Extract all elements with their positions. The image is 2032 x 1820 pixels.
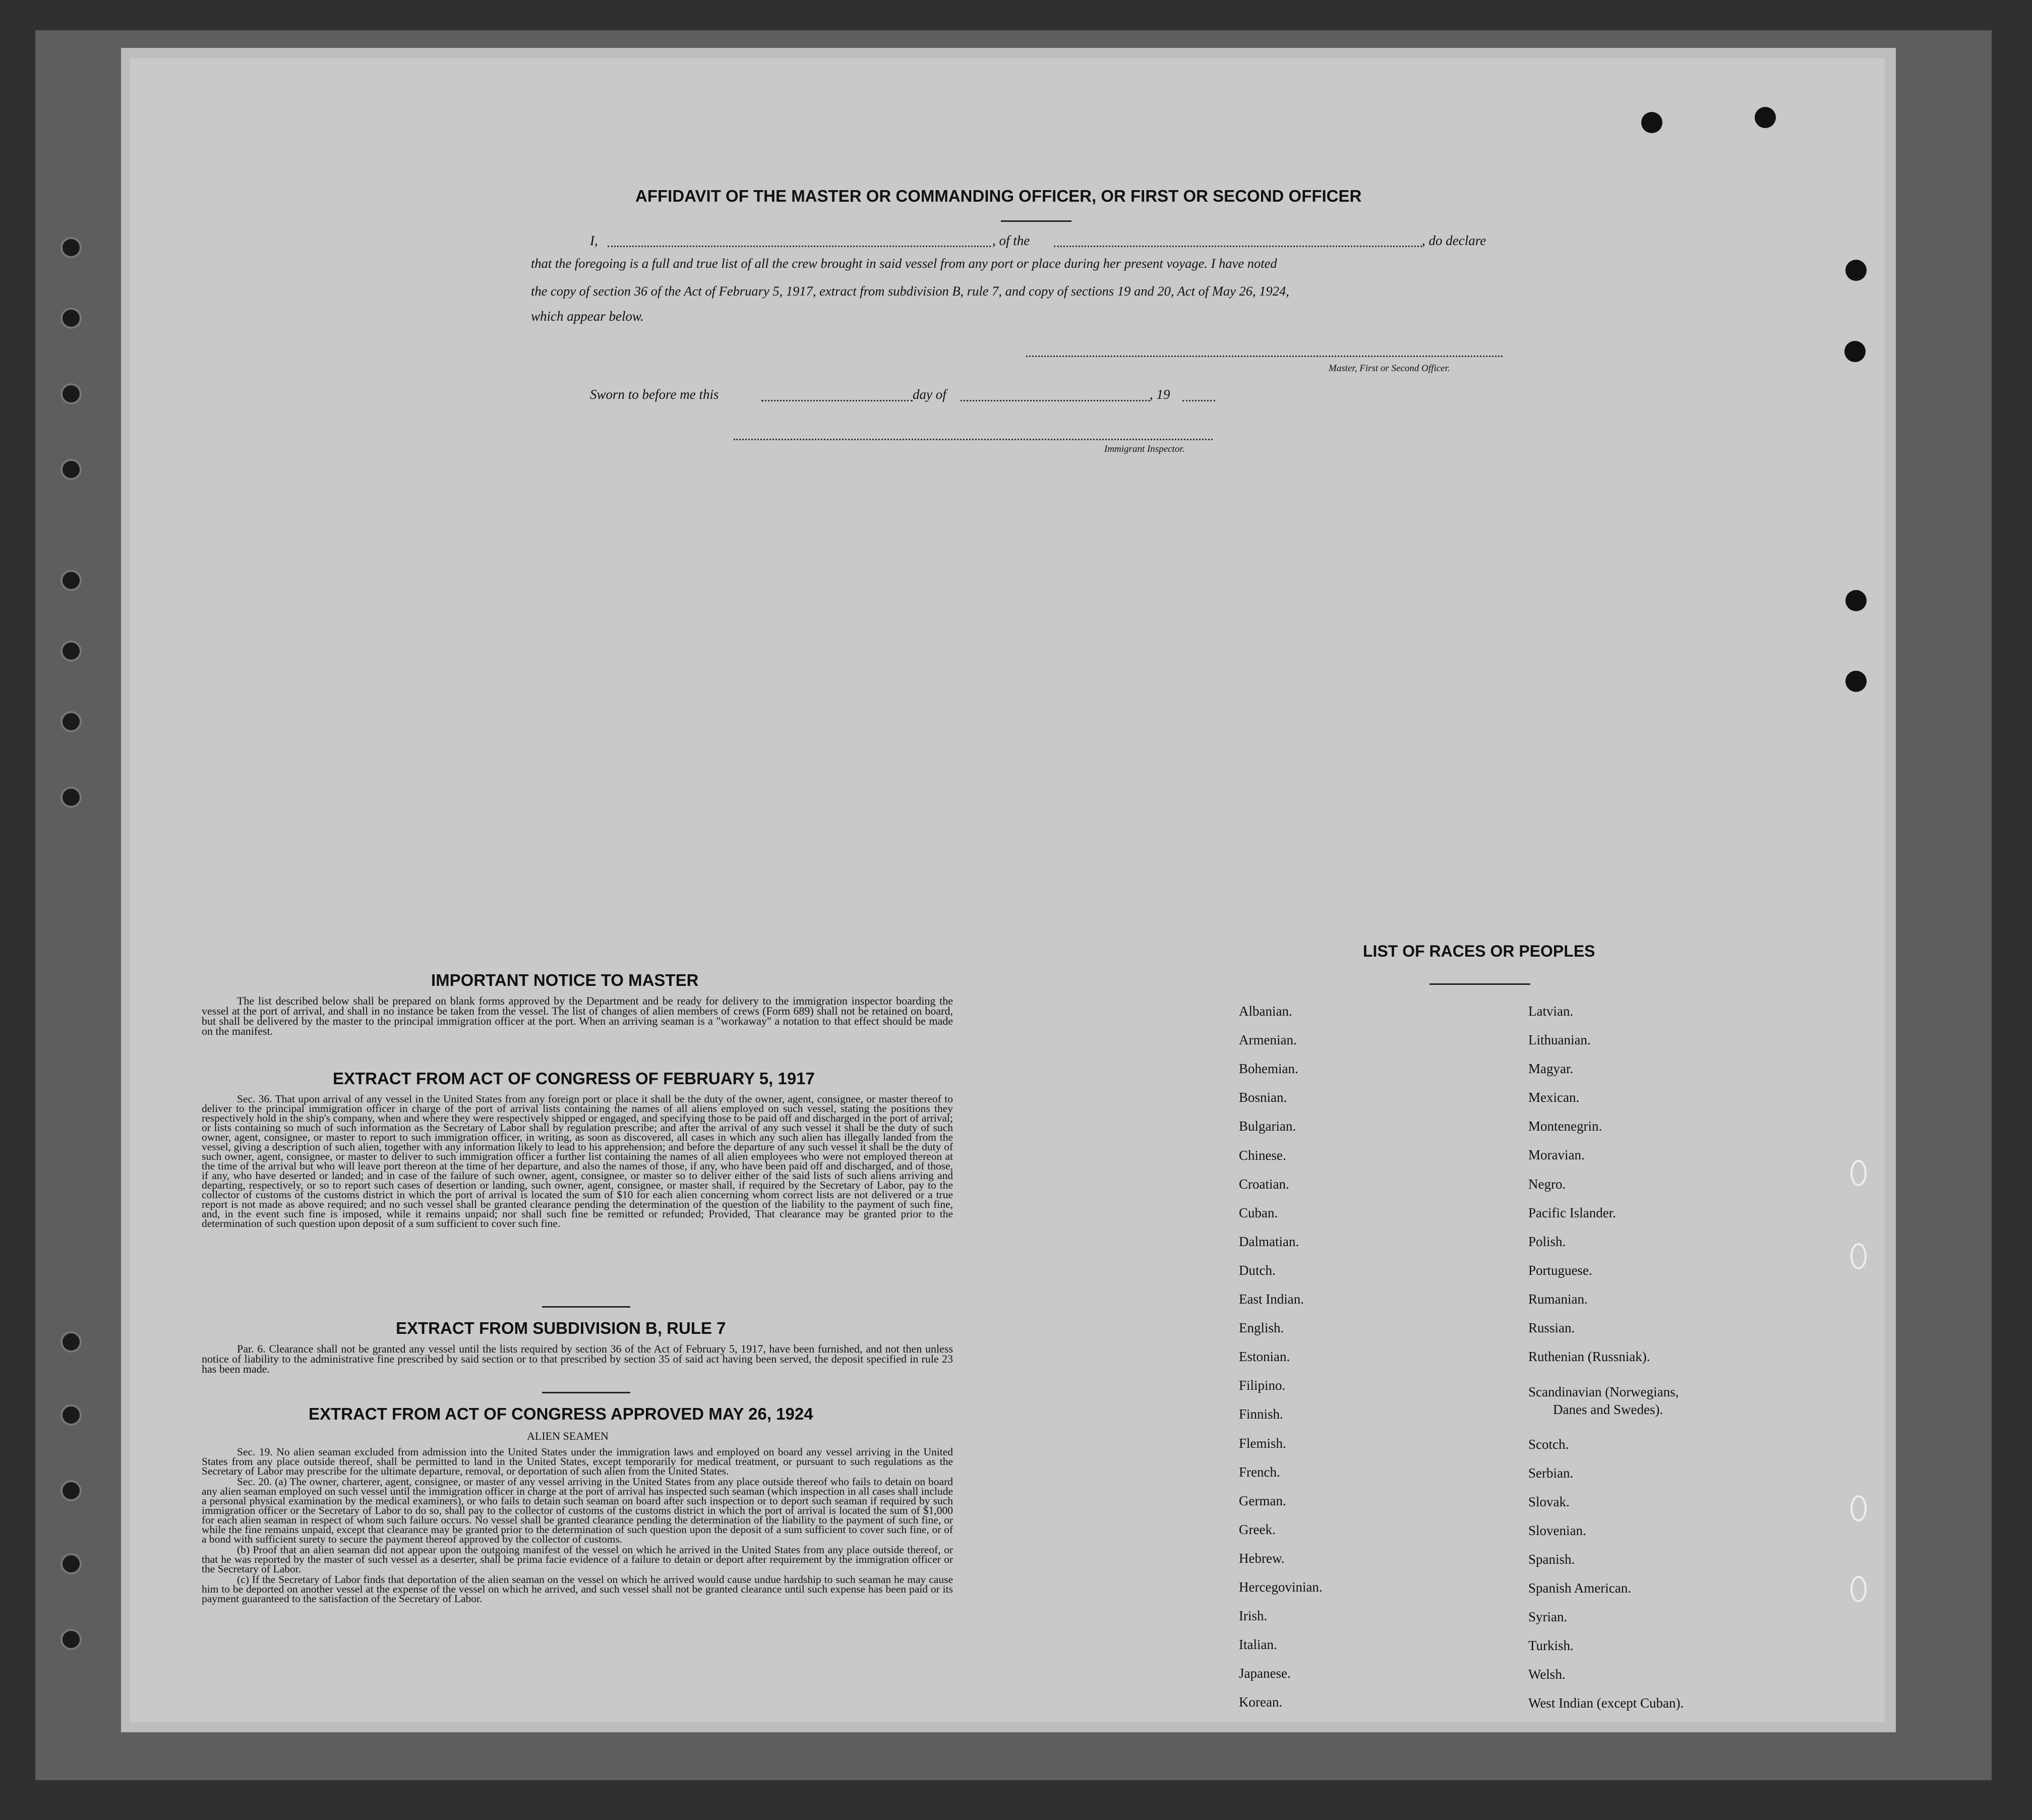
race-item: Spanish. [1528,1552,1575,1567]
bleed-through-text [434,121,439,145]
binder-rivet [61,640,82,662]
race-item: Portuguese. [1528,1263,1592,1278]
race-item: Scotch. [1528,1437,1569,1452]
race-item: Serbian. [1528,1465,1574,1481]
punch-hole [1845,590,1867,611]
race-item: Filipino. [1239,1378,1286,1393]
race-item: Lithuanian. [1528,1032,1591,1047]
binder-rivet [61,1553,82,1574]
master-signature-line[interactable] [1026,356,1503,357]
race-item: Slovak. [1528,1494,1570,1509]
notice-title: IMPORTANT NOTICE TO MASTER [431,971,699,989]
extract-1924-body [202,1447,953,1605]
race-item: Korean. [1239,1694,1283,1710]
race-item: Magyar. [1528,1061,1574,1076]
race-item: Bosnian. [1239,1090,1287,1105]
section-rule [542,1392,630,1393]
extract-1917-body: Sec. 36. That upon arrival of any vessel in the United States from any foreign port or place it shall be the duty of the owner, agent, consignee, or master thereof to deliver to the principal immigration officer in charge of the port of arrival lists containing the names of all aliens employed on such vessel, stating the positions they respectively hold in the ship's company, when and where they were respectively shipped or engaged, and specifying those to be paid off and discharged in the port of arrival; or lists containing so much of such information as the Secretary of Labor shall by regulation prescribe; and after the arrival of any such vessel it shall be the duty of such owner, agent, consignee, or master to report to such immigration officer, in writing, as soon as discovered, all cases in which any such alien has illegally landed from the vessel, giving a description of such alien, together with any information likely to lead to his apprehension; and before the departure of any such vessel it shall be the duty of such owner, agent, consignee, or master to deliver to such immigration officer a further list containing the names of all alien employees who were not employed thereon at the time of the arrival but who will leave port thereon at the time of her departure, and also the names of those, if any, who have been paid off and discharged, and of those, if any, who have deserted or landed; and in case of the failure of such owner, agent, consignee, or master so to deliver either of the said lists of such aliens arriving and departing, respectively, or so to report such cases of desertion or landing, such owner, agent, consignee, or master shall, if required by the Secretary of Labor, pay to the collector of customs of the customs district in which the port of arrival is located the sum of $10 for each alien concerning whom correct lists are not delivered or a true report is not made as above required; and no such vessel shall be granted clearance pending the determination of the question of the liability to the payment of such fine, and, in the event such fine is imposed, while it remains unpaid; nor shall such fine be remitted or refunded; Provided, That clearance may be granted prior to the determination of such question upon deposit of a sum sufficient to cover such fine. [202,1093,953,1229]
race-item: West Indian (except Cuban). [1528,1695,1684,1711]
binder-rivet [61,459,82,480]
race-item: Welsh. [1528,1667,1566,1682]
affidavit-body-line2: that the foregoing is a full and true list of all the crew brought in said vessel from any port or place during her present voyage. I have noted [531,256,1277,271]
race-item: Albanian. [1239,1004,1292,1019]
race-item: French. [1239,1464,1280,1480]
race-item: Slovenian. [1528,1523,1586,1538]
races-rule [1429,983,1530,985]
race-item: Greek. [1239,1521,1276,1537]
race-item: Dalmatian. [1239,1234,1299,1249]
affidavit-title: AFFIDAVIT OF THE MASTER OR COMMANDING OFFICER, OR FIRST OR SECOND OFFICER [635,187,1362,205]
binder-ring [1850,1243,1867,1269]
punch-hole [1845,671,1867,692]
inspector-signature-line[interactable] [734,439,1213,440]
race-item: Hercegovinian. [1239,1579,1323,1595]
binder-rivet [61,711,82,732]
race-item: Irish. [1239,1608,1268,1624]
title-rule [1001,220,1071,222]
affidavit-do-declare: , do declare [1422,233,1486,248]
race-item: Polish. [1528,1234,1566,1249]
race-item: Pacific Islander. [1528,1205,1616,1220]
race-item: Scandinavian (Norwegians, [1528,1384,1679,1399]
race-item: English. [1239,1320,1284,1336]
race-item: Russian. [1528,1320,1575,1335]
binder-rivet [61,1404,82,1426]
extract-rule7-title: EXTRACT FROM SUBDIVISION B, RULE 7 [396,1319,726,1337]
race-item: Finnish. [1239,1406,1283,1422]
affidavit-i-label: I, [590,233,598,248]
punch-hole [1641,112,1662,133]
binder-rivet [61,237,82,258]
notice-body: The list described below shall be prepared on blank forms approved by the Department and be ready for delivery to the immigration inspector boarding the vessel at the port of arrival, and shall in no instance be taken from the vessel. The list of changes of alien members of crews (Form 689) shall not be retained on board, but shall be delivered by the master to the principal immigration officer at the port. When an arriving seaman is a "workaway" a notation to that effect should be made on the manifest. [202,994,953,1037]
punch-hole [1845,260,1867,281]
binder-ring [1850,1160,1867,1186]
race-item: Syrian. [1528,1609,1568,1624]
race-item: Italian. [1239,1637,1277,1653]
race-item: Dutch. [1239,1262,1276,1278]
binder-rivet [61,1629,82,1650]
race-item: Japanese. [1239,1666,1291,1681]
race-item: Montenegrin. [1528,1119,1602,1134]
race-item: Estonian. [1239,1349,1290,1365]
affidavit-of-the: , of the [992,233,1030,248]
binder-rivet [61,570,82,591]
race-item: Bohemian. [1239,1061,1298,1077]
sec19-text: Sec. 19. No alien seaman excluded from admission into the United States under the immigration laws and employed on board any vessel arriving in the United States from any place outside thereof, shall be permitted to land in the United States, except temporarily for medical treatment, or pursuant to such regulations as the Secretary of Labor may prescribe for the ultimate departure, removal, or deportation of such alien from the United States. [202,1446,953,1477]
race-item: Hebrew. [1239,1550,1285,1566]
race-item: Ruthenian (Russniak). [1528,1349,1650,1364]
sworn-day-blank[interactable] [761,400,913,401]
punch-hole [1755,107,1776,128]
extract-1924-title: EXTRACT FROM ACT OF CONGRESS APPROVED MAY 26, 1924 [309,1404,813,1423]
section-rule [542,1306,630,1308]
race-item: Croatian. [1239,1176,1289,1192]
extract-rule7-body: Par. 6. Clearance shall not be granted any vessel until the lists required by section 36 of the Act of February 5, 1917, have been furnished, and not then unless notice of liability to the administrative fine prescribed by said section or to that prescribed by section 35 of said act having been served, the deposit specified in rule 23 has been made. [202,1342,953,1375]
races-title: LIST OF RACES OR PEOPLES [1363,942,1595,960]
binder-rivet [61,308,82,329]
extract-1924-subtitle: ALIEN SEAMEN [527,1430,609,1442]
inspector-caption: Immigrant Inspector. [1104,444,1185,454]
sec20c-text: (c) If the Secretary of Labor finds that deportation of the alien seaman on the vessel on which he arrived would cause undue hardship to such seaman he may cause him to be deported on another vessel at the expense of the vessel on which he arrived, and such vessel shall not be granted clearance until such expense has been paid or its payment guaranteed to the satisfaction of the Secretary of Labor. [202,1573,953,1605]
race-item: Moravian. [1528,1147,1585,1162]
sworn-label: Sworn to before me this [590,387,719,402]
race-item: Danes and Swedes). [1553,1402,1663,1417]
sworn-month-blank[interactable] [961,400,1150,401]
race-item: Armenian. [1239,1032,1297,1048]
sec20b-text: (b) Proof that an alien seaman did not appear upon the outgoing manifest of the vessel on which he arrived in the United States from any place outside thereof, or that he was reported by the master of such vessel as a deserter, shall be prima facie evidence of a failure to detain or deport after requirement by the immigration officer or the Secretary of Labor. [202,1544,953,1575]
extract-1917-title: EXTRACT FROM ACT OF CONGRESS OF FEBRUARY 5, 1917 [333,1069,815,1088]
sec20a-text: Sec. 20. (a) The owner, charterer, agent, consignee, or master of any vessel arriving in the United States from any place outside thereof who fails to detain on board any alien seaman employed on such vessel until the immigration officer in charge at the port of arrival has inspected such seaman (which inspection in all cases shall include a personal physical examination by the medical examiners), or who fails to detain such seaman on board after such inspection or to deport such seaman if required by such immigration officer or the Secretary of Labor to do so, shall pay to the collector of customs of the customs district in which the port of arrival is located the sum of $1,000 for each alien seaman in respect of whom such failure occurs. No vessel shall be granted clearance pending the determination of the liability to the payment of such fine, or while the fine remains unpaid, except that clearance may be granted prior to the determination of such question upon the deposit of a sum sufficient to cover such fine, or of a bond with sufficient surety to secure the payment thereof approved by the collector of customs. [202,1476,953,1545]
binder-rivet [61,1331,82,1353]
race-item: Bulgarian. [1239,1119,1296,1134]
binder-ring [1850,1576,1867,1602]
punch-hole [1844,341,1866,362]
race-item: Turkish. [1528,1638,1574,1653]
affidavit-body-line4: which appear below. [531,309,644,324]
race-item: Rumanian. [1528,1291,1588,1307]
race-item: Negro. [1528,1177,1566,1192]
race-item: German. [1239,1493,1286,1508]
binder-rivet [61,1480,82,1501]
race-item: Flemish. [1239,1435,1286,1451]
race-item: Latvian. [1528,1004,1574,1019]
race-item: East Indian. [1239,1291,1304,1307]
race-item: Mexican. [1528,1090,1580,1105]
day-of-label: day of [913,387,946,402]
sworn-year-blank[interactable] [1182,400,1215,401]
race-item: Spanish American. [1528,1580,1631,1596]
master-caption: Master, First or Second Officer. [1329,363,1450,374]
binder-ring [1850,1495,1867,1521]
race-item: Cuban. [1239,1205,1278,1220]
race-item: Chinese. [1239,1147,1286,1163]
year-prefix: , 19 [1150,387,1170,402]
affidavit-body-line3: the copy of section 36 of the Act of February 5, 1917, extract from subdivision B, rule 7, and copy of sections 19 and 20, Act of May 26, 1924, [531,283,1289,299]
binder-rivet [61,383,82,404]
name-blank[interactable] [608,246,991,247]
binder-rivet [61,787,82,808]
vessel-blank[interactable] [1054,246,1422,247]
